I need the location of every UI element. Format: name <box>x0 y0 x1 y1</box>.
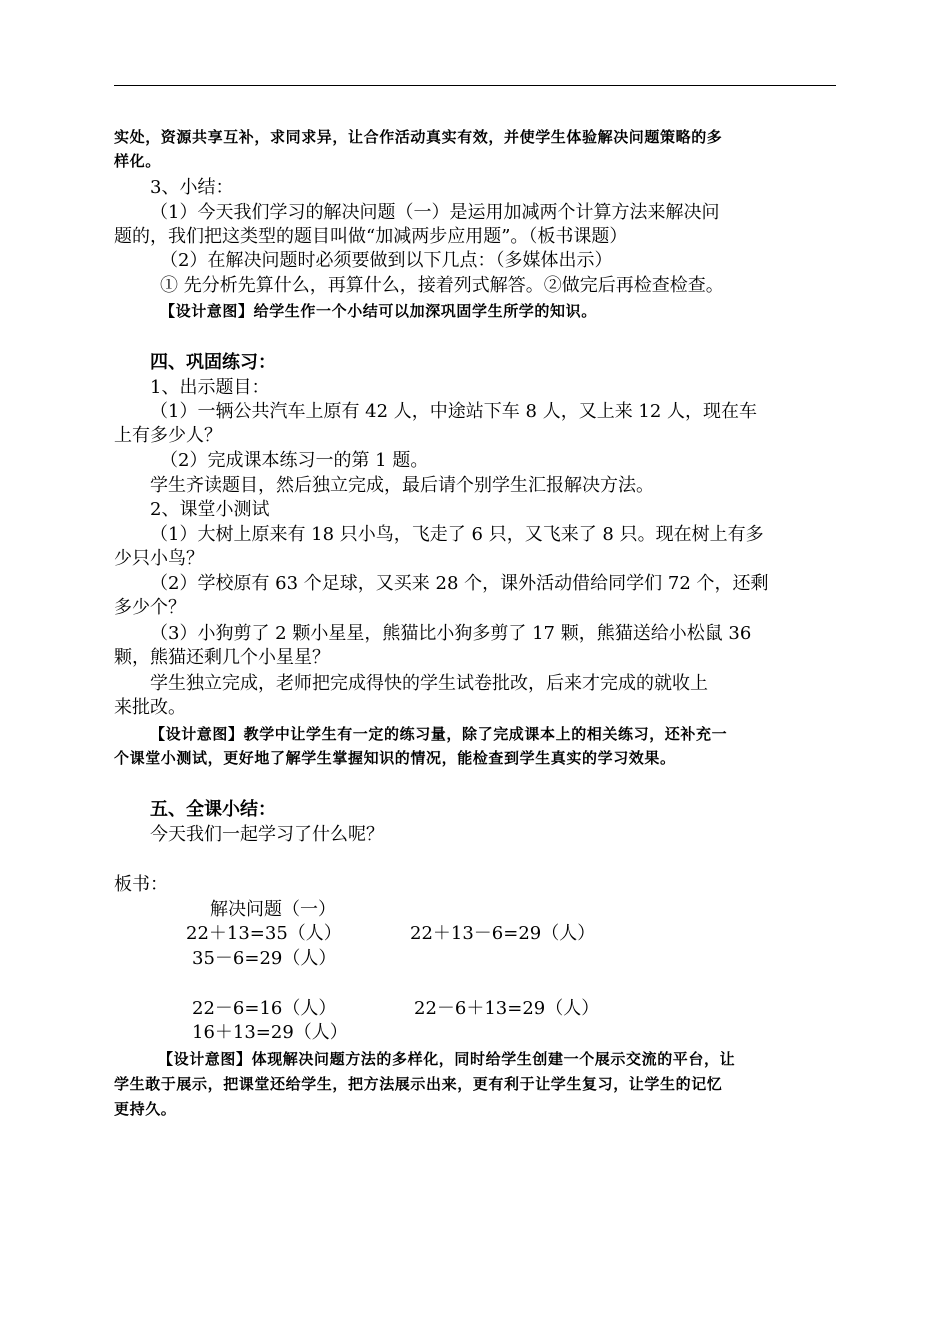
grading-line-2: 来批改。 <box>114 697 186 718</box>
practice-design-intent-line-2: 个课堂小测试，更好地了解学生掌握知识的情况，能检查到学生真实的学习效果。 <box>114 749 676 767</box>
board-label: 板书： <box>114 874 168 895</box>
section-heading-wrapup: 五、全课小结： <box>150 799 276 820</box>
summary-design-intent: 【设计意图】给学生作一个小结可以加深巩固学生所学的知识。 <box>160 302 597 320</box>
practice-design-intent-line-1: 【设计意图】教学中让学生有一定的练习量，除了完成课本上的相关练习，还补充一 <box>150 725 728 743</box>
wrapup-question: 今天我们一起学习了什么呢？ <box>150 824 384 845</box>
intro-line-1: 实处，资源共享互补，求同求异，让合作活动真实有效，并使学生体验解决问题策略的多 <box>114 128 723 146</box>
summary-heading: 3、小结： <box>150 177 234 198</box>
summary-point-3: ① 先分析先算什么，再算什么，接着列式解答。②做完后再检查检查。 <box>160 275 724 296</box>
practice-question-2: （2）完成课本练习一的第 1 题。 <box>160 450 429 471</box>
summary-point-2: （2）在解决问题时必须要做到以下几点：（多媒体出示） <box>160 250 613 271</box>
intro-line-2: 样化。 <box>114 152 161 170</box>
board-title: 解决问题（一） <box>210 899 336 920</box>
board-equation-b3: 16＋13=29（人） <box>192 1022 348 1043</box>
quiz-3-line-2: 颗，熊猫还剩几个小星星？ <box>114 647 330 668</box>
practice-sub-2: 2、课堂小测试 <box>150 499 270 520</box>
board-equation-a2: 22＋13－6=29（人） <box>410 923 596 944</box>
quiz-2-line-1: （2）学校原有 63 个足球，又买来 28 个，课外活动借给同学们 72 个，还剩 <box>150 573 769 594</box>
board-design-intent-line-2: 学生敢于展示，把课堂还给学生，把方法展示出来，更有利于让学生复习，让学生的记忆 <box>114 1075 723 1093</box>
board-equation-b1: 22－6=16（人） <box>192 998 337 1019</box>
practice-sub-1: 1、出示题目： <box>150 377 270 398</box>
quiz-3-line-1: （3）小狗剪了 2 颗小星星，熊猫比小狗多剪了 17 颗，熊猫送给小松鼠 36 <box>150 623 752 644</box>
quiz-2-line-2: 多少个？ <box>114 597 186 618</box>
quiz-1-line-1: （1）大树上原来有 18 只小鸟，飞走了 6 只，又飞来了 8 只。现在树上有多 <box>150 524 764 545</box>
practice-read-instruction: 学生齐读题目，然后独立完成，最后请个别学生汇报解决方法。 <box>150 475 654 496</box>
summary-point-1-line-1: （1）今天我们学习的解决问题（一）是运用加减两个计算方法来解决问 <box>150 202 720 223</box>
header-rule <box>114 85 836 86</box>
summary-point-1-line-2: 题的，我们把这类型的题目叫做“加减两步应用题”。（板书课题） <box>114 226 628 247</box>
practice-question-1-line-1: （1）一辆公共汽车上原有 42 人，中途站下车 8 人，又上来 12 人，现在车 <box>150 401 758 422</box>
board-design-intent-line-3: 更持久。 <box>114 1100 177 1118</box>
board-equation-a1: 22＋13=35（人） <box>186 923 342 944</box>
board-equation-b2: 22－6＋13=29（人） <box>414 998 600 1019</box>
quiz-1-line-2: 少只小鸟？ <box>114 548 204 569</box>
practice-question-1-line-2: 上有多少人？ <box>114 425 222 446</box>
board-equation-a3: 35－6=29（人） <box>192 948 337 969</box>
board-design-intent-line-1: 【设计意图】体现解决问题方法的多样化，同时给学生创建一个展示交流的平台，让 <box>158 1050 736 1068</box>
section-heading-practice: 四、巩固练习： <box>150 352 276 373</box>
grading-line-1: 学生独立完成，老师把完成得快的学生试卷批改，后来才完成的就收上 <box>150 673 708 694</box>
